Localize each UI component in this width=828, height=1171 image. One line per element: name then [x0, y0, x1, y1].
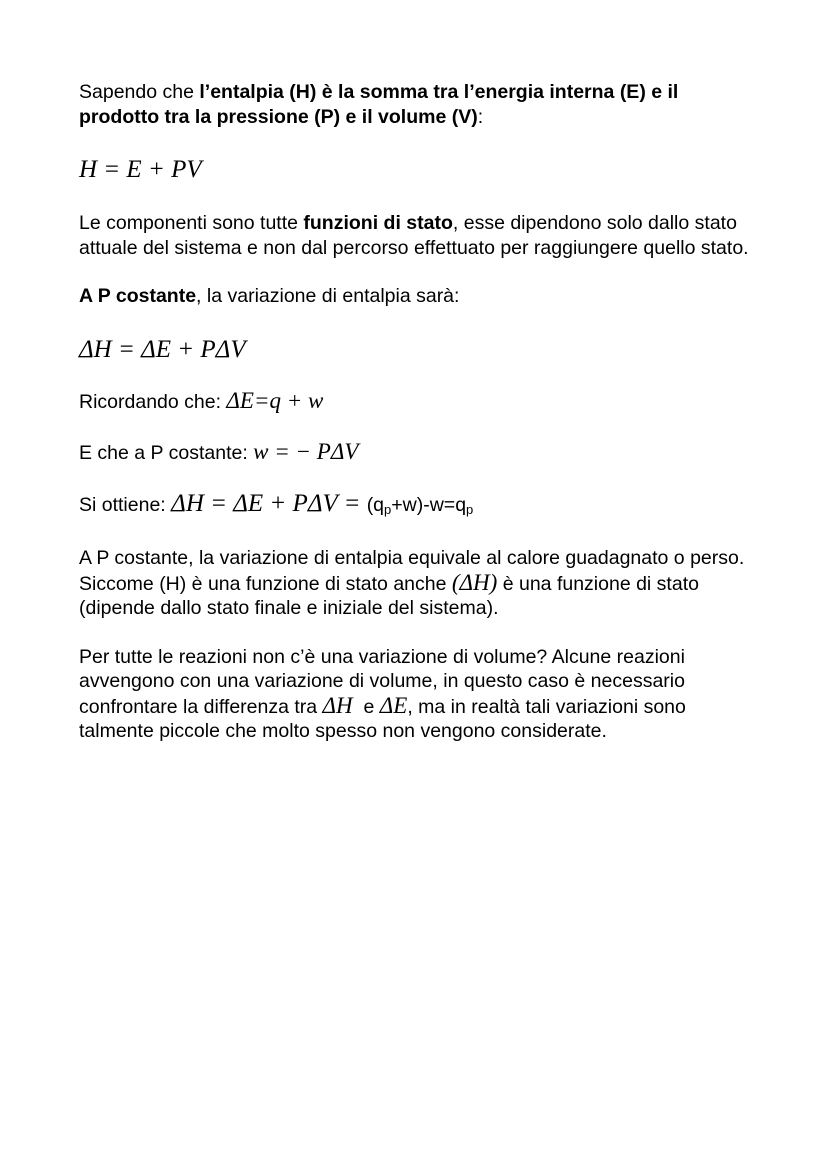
- volume-paragraph: [79, 645, 759, 744]
- volume-mid: e: [352, 695, 380, 718]
- heat-rest: è una funzione di stato (dipende dallo stato finale e iniziale del sistema).: [79, 572, 699, 619]
- heat-paragraph: [79, 546, 759, 621]
- recall-equation: ΔE=q + w: [226, 387, 324, 413]
- components-text: Le componenti sono tutte: [79, 212, 304, 234]
- result-subscript-2: p: [466, 501, 474, 517]
- result-tail-open: (q: [366, 493, 385, 516]
- recall-line: [79, 389, 759, 415]
- components-paragraph: [79, 211, 759, 260]
- intro-colon: :: [477, 105, 484, 128]
- constant-pressure-paragraph: [79, 284, 759, 309]
- equation-delta-enthalpy: ΔH = ΔE + PΔV: [79, 335, 246, 363]
- components-rest: , esse dipendono solo dallo stato attuale del sistema e non dal percorso effettuato per raggiungere quello stato.: [79, 212, 749, 259]
- work-label: E che a P costante:: [79, 442, 254, 464]
- work-equation: w = − PΔV: [253, 439, 359, 464]
- volume-math-de: ΔE: [379, 692, 408, 718]
- result-tail-mid: +w)-w=q: [391, 493, 467, 516]
- constant-pressure-text: , la variazione di entalpia sarà:: [196, 285, 460, 307]
- recall-label: Ricordando che:: [79, 390, 227, 413]
- result-equation: ΔH = ΔE + PΔV =: [171, 489, 367, 517]
- result-label: Si ottiene:: [79, 493, 172, 516]
- document-page: [79, 80, 759, 744]
- intro-bold-text: l’entalpia (H) è la somma tra l’energia interna (E) e il prodotto tra la pressione (P) e il volume (V): [79, 81, 679, 128]
- constant-pressure-bold: A P costante: [79, 285, 197, 307]
- heat-text: A P costante, la variazione di entalpia equivale al calore guadagnato o perso. Siccome (H) è una funzione di stato anche: [79, 547, 745, 595]
- volume-text: Per tutte le reazioni non c’è una variazione di volume? Alcune reazioni avvengono con una variazione di volume, in questo caso è necessario confrontare la differenza tra: [79, 645, 685, 718]
- work-line: [79, 440, 759, 466]
- intro-paragraph: [79, 80, 759, 129]
- heat-math: (ΔH): [451, 569, 498, 595]
- equation-enthalpy: H = E + PV: [79, 156, 202, 183]
- volume-rest: , ma in realtà tali variazioni sono talmente piccole che molto spesso non vengono considerate.: [79, 695, 686, 742]
- result-subscript-1: p: [384, 501, 392, 517]
- volume-math-dh: ΔH: [322, 692, 353, 718]
- result-line: [79, 489, 759, 523]
- intro-text: Sapendo che: [79, 81, 200, 103]
- components-bold-text: funzioni di stato: [303, 212, 453, 234]
